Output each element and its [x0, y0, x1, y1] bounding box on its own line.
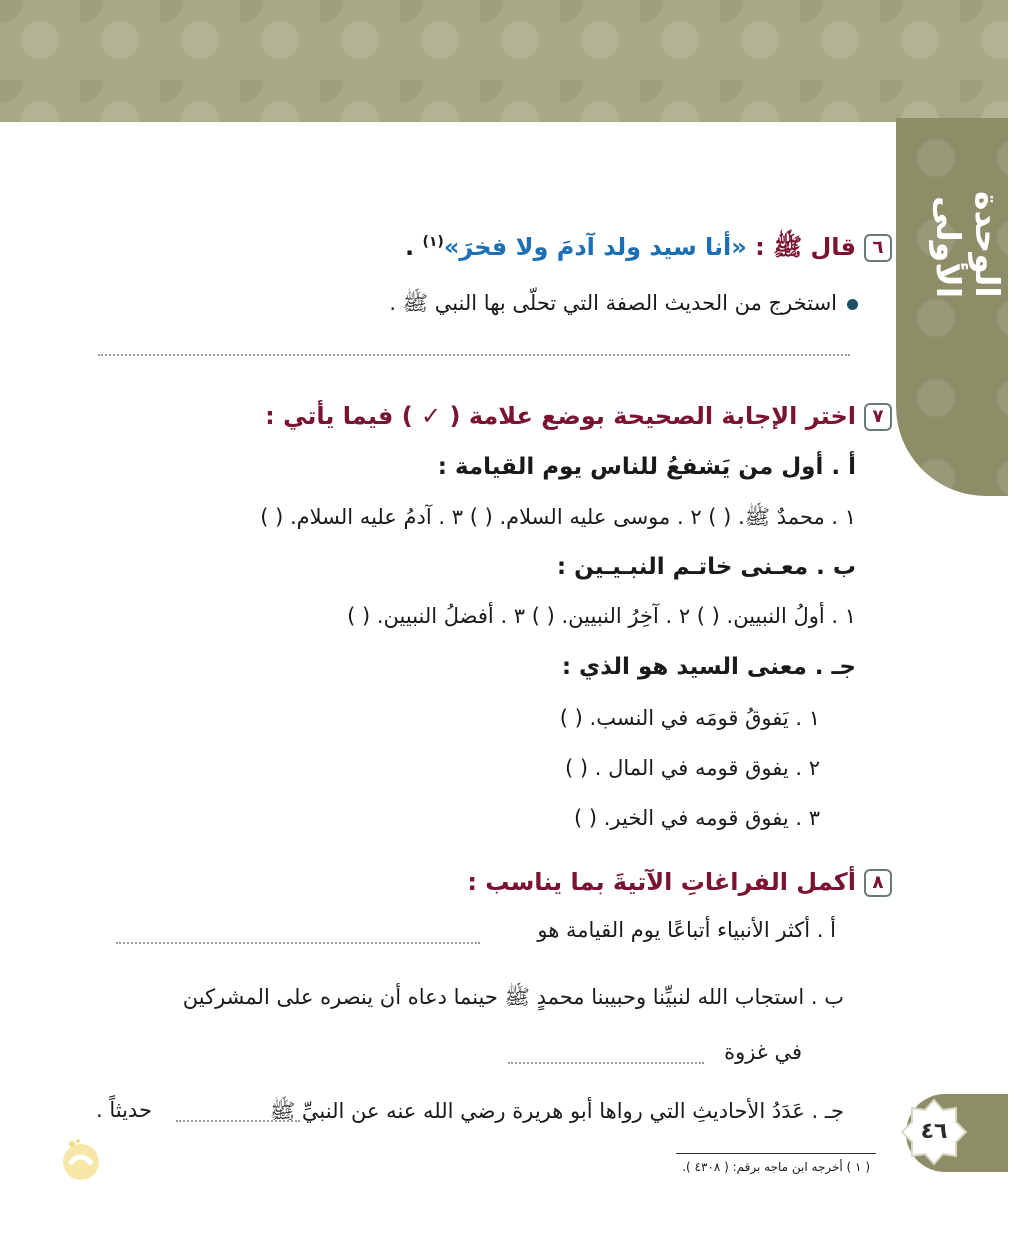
q7-part-c-option-1[interactable]: ١ . يَفوقُ قومَه في النسب. ( )	[559, 706, 820, 730]
q7-part-b-title: ب . معـنى خاتـم النبـيـين :	[556, 554, 856, 580]
sentence-end: .	[404, 233, 415, 261]
question-6	[405, 232, 892, 267]
q7-part-a-title: أ . أول من يَشفعُ للناس يوم القيامة :	[437, 454, 856, 480]
question-number: ٦	[864, 234, 892, 262]
q7-heading: اختر الإجابة الصحيحة بوضع علامة ( ✓ ) فيما يأتي :	[265, 402, 856, 430]
question-lead: قال ﷺ :	[755, 233, 856, 261]
q8-part-c-text: جـ . عَدَدُ الأحاديثِ التي رواها أبو هريرة رضي الله عنه عن النبيِّ ﷺ	[269, 1099, 844, 1123]
footnote: ( ١ ) أخرجه ابن ماجه برقم: ( ٤٣٠٨ ).	[682, 1160, 870, 1174]
page-number: ٤٦	[920, 1119, 948, 1144]
answer-line-q8-c[interactable]	[176, 1120, 300, 1122]
footnote-mark: (١)	[422, 234, 444, 250]
q8-heading: أكمل الفراغاتِ الآتيةَ بما يناسب :	[467, 868, 856, 896]
q8-part-b-text: ب . استجاب الله لنبيِّنا وحبيبنا محمدٍ ﷺ حينما دعاه أن ينصره على المشركين	[182, 985, 844, 1009]
answer-line-q8-a[interactable]	[116, 942, 480, 944]
answer-line-q8-b[interactable]	[508, 1062, 704, 1064]
q8-part-b-continuation: في غزوة	[724, 1040, 802, 1064]
question-8	[467, 868, 892, 897]
bullet-icon	[847, 299, 858, 310]
q8-part-a-text: أ . أكثر الأنبياء أتباعًا يوم القيامة هو	[537, 918, 836, 942]
answer-line-q6[interactable]	[98, 354, 850, 356]
q6-instruction-text: استخرج من الحديث الصفة التي تحلّى بها النبي ﷺ .	[389, 291, 837, 315]
q7-part-c-option-3[interactable]: ٣ . يفوق قومه في الخير. ( )	[573, 806, 820, 830]
footnote-divider	[676, 1153, 876, 1154]
question-number: ٨	[864, 869, 892, 897]
question-7	[265, 402, 892, 431]
unit-title: الوحدة الأولى	[929, 191, 1007, 298]
q7-part-a-options[interactable]: ١ . محمدٌ ﷺ. ( ) ٢ . موسى عليه السلام. ( ) ٣ . آدمُ عليه السلام. ( )	[260, 505, 856, 529]
question-number: ٧	[864, 403, 892, 431]
publisher-logo-icon	[58, 1136, 104, 1182]
q7-part-c-option-2[interactable]: ٢ . يفوق قومه في المال . ( )	[565, 756, 820, 780]
q7-part-c-title: جـ . معنى السيد هو الذي :	[561, 654, 856, 680]
q7-part-b-options[interactable]: ١ . أولُ النبيين. ( ) ٢ . آخِرُ النبيين. ( ) ٣ . أفضلُ النبيين. ( )	[347, 604, 856, 628]
q8-part-c-end: حديثاً .	[96, 1098, 152, 1122]
q6-instruction	[389, 290, 858, 321]
hadith-quote: «أنا سيد ولد آدمَ ولا فخرَ»	[443, 233, 747, 261]
